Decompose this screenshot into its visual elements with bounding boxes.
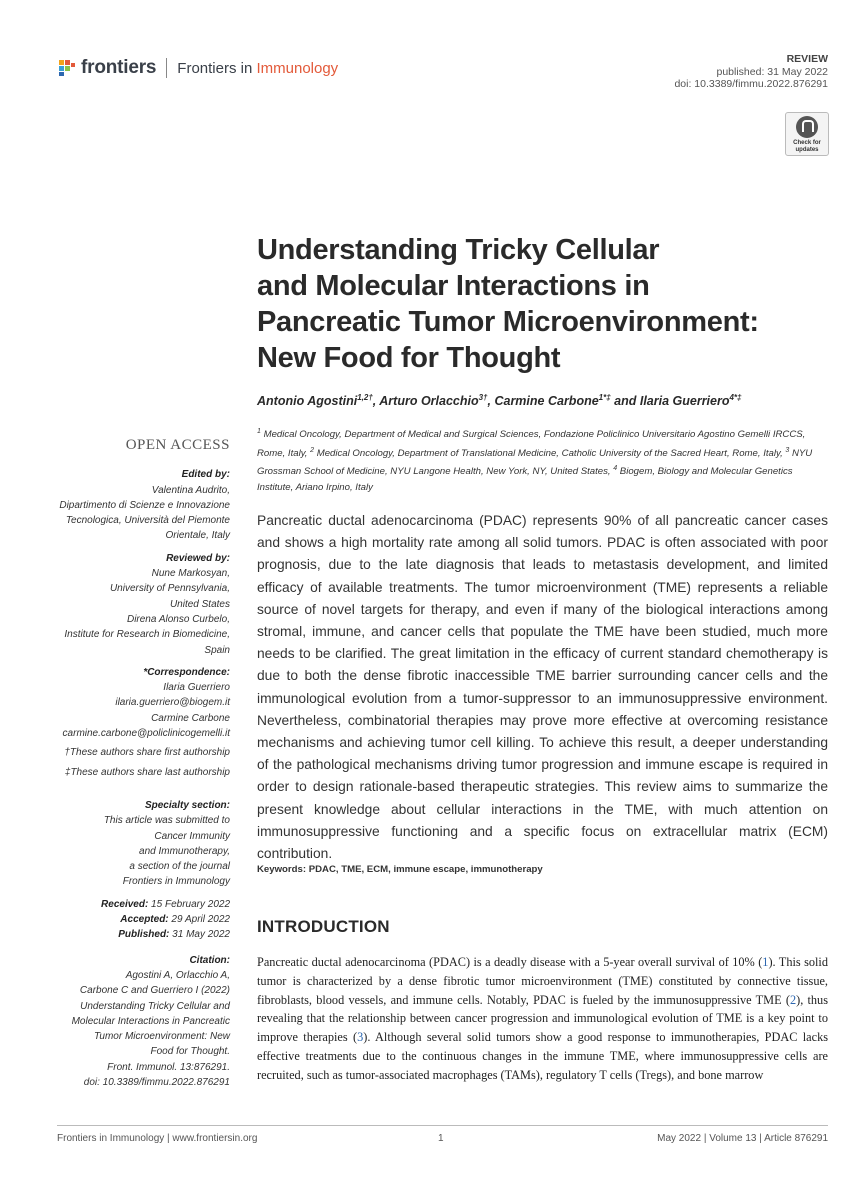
reviewer-line: Direna Alonso Curbelo,	[126, 613, 230, 625]
affiliation: Medical Oncology, Department of Translational Medicine, Catholic University of the Sacred Heart, Rome, Italy,	[314, 447, 786, 459]
footer-divider	[57, 1125, 828, 1126]
reference-link[interactable]: 3	[357, 1030, 364, 1045]
specialty-line: Frontiers in Immunology	[122, 876, 230, 888]
published-value: 31 May 2022	[169, 929, 230, 941]
first-authorship-note: †These authors share first authorship	[64, 747, 230, 759]
bookmark-icon	[796, 116, 818, 138]
open-access-label: OPEN ACCESS	[125, 437, 230, 453]
citation-line: Agostini A, Orlacchio A,	[125, 969, 230, 981]
journal-prefix: Frontiers in	[177, 59, 257, 77]
check-updates-label	[786, 140, 828, 153]
author-sup: 3†	[478, 393, 488, 402]
reviewer-line: Nune Markosyan,	[151, 568, 230, 580]
accepted-value: 29 April 2022	[168, 914, 230, 926]
frontiers-logo-icon	[57, 58, 77, 78]
specialty-line: and Immunotherapy,	[139, 845, 230, 857]
citation-heading: Citation:	[189, 954, 230, 966]
citation-block	[40, 953, 230, 1091]
intro-text: ). Although several solid tumors show a good response to immunotherapies, PDAC lacks effective treatments due to the continuous changes in the immune TME, where immunosuppressive cells are recruited, such as tumor-associated macrophages (TAMs), regulatory T cells (Tregs), and bone marrow	[257, 1030, 828, 1082]
reviewer-line: United States	[169, 598, 230, 610]
published-date: published: 31 May 2022	[716, 65, 828, 78]
intro-text: ), thus revealing that the relationship between cancer progression and immunological evolution of TME is a key point to improve therapies (	[257, 992, 828, 1045]
affiliation: Biogem, Biology and Molecular Genetics Institute, Ariano Irpino, Italy	[257, 466, 793, 494]
journal-accent: Immunology	[256, 59, 339, 77]
last-authorship-note: ‡These authors share last authorship	[64, 766, 230, 778]
affil-sup: 1	[257, 428, 261, 435]
correspondence-block	[40, 665, 230, 780]
author-sep: ,	[372, 394, 380, 409]
abstract: Pancreatic ductal adenocarcinoma (PDAC) represents 90% of all pancreatic cancer cases and shows a high mortality rate among all solid tumors. PDAC is often associated with poor prognosis, due to the late diagnosis that leads to metastasis development, and limited efficacy of available treatments. The tumor microenvironment (TME) represents a reliable source of novel targets for therapy, and even if many of the biological interactions among stromal, immune, and cancer cells that populate the TME have been studied, much more needs to be clarified. The great limitation in the efficacy of current standard chemotherapy is due to both the dense fibrotic inaccessible TME barrier surrounding cancer cells and the immunological evolution from a tumor-suppressor to an immunosuppressive environment. Nevertheless, combinatorial therapies may prove more effective at overcoming resistance mechanisms and achieving tumor cell killing. To achieve this result, a deeper understanding of the pathological mechanisms driving tumor progression and immune escape is required in order to design rationale-based therapeutic strategies. This review aims to summarize the present knowledge about cellular interactions in the TME, with much attention on immunosuppressive functioning and a specific focus on extracellular matrix (ECM) contribution.	[257, 513, 828, 862]
article-title	[257, 232, 837, 376]
logo-divider	[166, 58, 167, 78]
journal-name	[177, 60, 338, 77]
section-heading: INTRODUCTION	[257, 917, 390, 936]
correspondence-heading: *Correspondence:	[143, 666, 230, 678]
title-line: Pancreatic Tumor Microenvironment:	[257, 306, 759, 338]
reviewer-line: Institute for Research in Biomedicine,	[64, 629, 230, 641]
footer-issue: May 2022 | Volume 13 | Article 876291	[657, 1133, 828, 1144]
specialty-line: Cancer Immunity	[154, 830, 230, 842]
article-meta	[674, 53, 828, 91]
edited-by-block	[40, 467, 230, 543]
author-sup: 1,2†	[357, 393, 373, 402]
sidebar	[40, 438, 230, 1097]
affil-sup: 4	[613, 465, 618, 473]
editor-line: Valentina Audrito,	[151, 484, 230, 496]
accepted-label: Accepted:	[120, 914, 169, 926]
reviewer-line: Spain	[204, 644, 230, 656]
intro-text: ). This solid tumor is characterized by a dense fibrotic tumor microenvironment (TME) constituted by connective tissue, fibroblasts, blood vessels, and immune cells. Notably, PDAC is fueled by the immunosuppressive TME (	[257, 955, 829, 1007]
title-line: New Food for Thought	[257, 342, 561, 374]
editor-line: Orientale, Italy	[165, 530, 230, 542]
citation-line: Understanding Tricky Cellular and	[80, 1000, 230, 1012]
author-name[interactable]: Ilaria Guerriero	[639, 394, 730, 409]
accepted-date	[40, 912, 230, 927]
dates-block	[40, 897, 230, 943]
affiliation: Medical Oncology, Department of Medical and Surgical Sciences, Fondazione Policlinico Universitario Agostino Gemelli IRCCS, Rome, Italy,	[257, 429, 806, 459]
correspondence-email[interactable]: ilaria.guerriero@biogem.it	[115, 697, 230, 709]
title-line: and Molecular Interactions in	[257, 270, 650, 302]
author-sup: 4*‡	[729, 393, 742, 402]
reviewer-line: University of Pennsylvania,	[109, 583, 230, 595]
specialty-block	[40, 798, 230, 890]
citation-line: Food for Thought.	[150, 1046, 230, 1058]
citation-line: Molecular Interactions in Pancreatic	[71, 1015, 230, 1027]
reference-link[interactable]: 2	[789, 992, 797, 1007]
doi[interactable]: doi: 10.3389/fimmu.2022.876291	[674, 78, 828, 90]
received-value: 15 February 2022	[148, 898, 230, 910]
published-label: Published:	[118, 929, 170, 941]
footer-journal[interactable]: Frontiers in Immunology | www.frontiersin.org	[57, 1133, 258, 1144]
affil-sup: 3	[785, 446, 790, 454]
affiliations	[257, 424, 817, 496]
author-name[interactable]: Carmine Carbone	[494, 394, 599, 409]
author-sup: 1*‡	[598, 393, 611, 402]
correspondence-email[interactable]: carmine.carbone@policlinicogemelli.it	[62, 728, 230, 740]
citation-line: Carbone C and Guerriero I (2022)	[79, 985, 230, 997]
check-updates-line1: Check for	[793, 140, 821, 146]
correspondence-name: Ilaria Guerriero	[163, 682, 230, 694]
editor-line: Tecnologica, Università del Piemonte	[65, 515, 230, 527]
affiliation: NYU Grossman School of Medicine, NYU Langone Health, New York, NY, United States,	[257, 447, 813, 478]
author-sep: and	[610, 394, 640, 409]
article-type: REVIEW	[786, 53, 828, 65]
brand-name: frontiers	[81, 57, 157, 78]
intro-text: Pancreatic ductal adenocarcinoma (PDAC) is a deadly disease with a 5-year overall survival of 10% (	[257, 955, 763, 969]
citation-line[interactable]: doi: 10.3389/fimmu.2022.876291	[83, 1076, 230, 1088]
citation-line: Front. Immunol. 13:876291.	[107, 1061, 230, 1073]
citation-line: Tumor Microenvironment: New	[94, 1031, 230, 1043]
reference-link[interactable]: 1	[762, 955, 769, 969]
received-label: Received:	[101, 898, 149, 910]
check-for-updates-button[interactable]	[785, 112, 829, 156]
affil-sup: 2	[310, 446, 315, 454]
specialty-line: This article was submitted to	[103, 815, 230, 827]
reviewed-by-block	[40, 551, 230, 658]
received-date	[40, 897, 230, 912]
page-number: 1	[438, 1133, 444, 1144]
check-updates-line2: updates	[795, 146, 819, 153]
editor-line: Dipartimento di Scienze e Innovazione	[59, 499, 230, 511]
reviewed-by-heading: Reviewed by:	[166, 552, 230, 564]
keywords: Keywords: PDAC, TME, ECM, immune escape, immunotherapy	[257, 864, 543, 875]
specialty-heading: Specialty section:	[144, 799, 230, 811]
specialty-line: a section of the journal	[129, 861, 230, 873]
journal-logo	[57, 56, 338, 80]
correspondence-name: Carmine Carbone	[151, 712, 230, 724]
introduction-paragraph	[257, 953, 828, 1085]
edited-by-heading: Edited by:	[181, 469, 230, 481]
published-date-sidebar	[40, 927, 230, 942]
title-line: Understanding Tricky Cellular	[257, 234, 660, 266]
author-name[interactable]: Antonio Agostini	[257, 394, 358, 409]
author-sep: ,	[487, 394, 495, 409]
author-name[interactable]: Arturo Orlacchio	[379, 394, 479, 409]
author-list	[257, 393, 837, 408]
